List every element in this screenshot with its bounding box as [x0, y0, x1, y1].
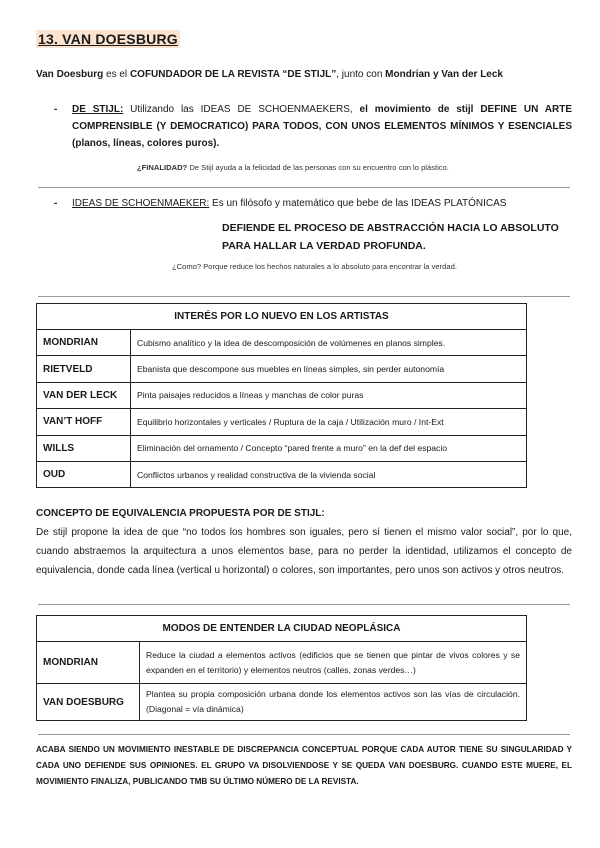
- artist-name: RIETVELD: [37, 356, 131, 382]
- bullet-de-stijl: [54, 101, 572, 152]
- artist-desc: Cubismo analítico y la idea de descomposición de volúmenes en planos simples.: [131, 330, 527, 356]
- intro-text-2: , junto con: [336, 69, 386, 80]
- intro-paragraph: [36, 69, 503, 80]
- artist-desc: Ebanista que descompone sus muebles en líneas simples, sin perder autonomía: [131, 356, 527, 382]
- artists-table: [36, 303, 527, 488]
- artist-desc: Eliminación del ornamento / Concepto “pared frente a muro” en la def del espacio: [131, 435, 527, 461]
- bullet-schoenmaeker: [54, 195, 572, 212]
- table-row: [37, 461, 527, 487]
- section-body: De stijl propone la idea de que “no todos los hombres son iguales, pero sí tienen el mismo valor social”, por lo que, cuando abstraemos la arquitectura a unos elementos base, para no perder la identidad, utilizamos el concepto de equivalencia, donde cada línea (vertical u horizontal) o colores, son importantes, pero unos son activos y otros neutros.: [36, 527, 572, 576]
- artist-name: MONDRIAN: [37, 642, 140, 684]
- bullet-dash: -: [54, 198, 58, 209]
- intro-partners: Mondrian y Van der Leck: [385, 69, 503, 80]
- intro-role: COFUNDADOR DE LA REVISTA “DE STIJL”: [129, 69, 337, 80]
- page-title: 13. VAN DOESBURG: [38, 31, 178, 47]
- note-label: ¿FINALIDAD?: [137, 163, 188, 172]
- artist-name: VAN DOESBURG: [37, 684, 140, 721]
- artist-desc: Pinta paisajes reducidos a líneas y manchas de color puras: [131, 382, 527, 408]
- intro-subject: Van Doesburg: [36, 69, 104, 80]
- table-row: [37, 435, 527, 461]
- table-row: [37, 382, 527, 408]
- emphasis-block: [222, 219, 582, 255]
- city-table: [36, 615, 527, 721]
- artist-name: VAN DER LECK: [37, 382, 131, 408]
- como-note: ¿Como? Porque reduce los hechos naturales a lo absoluto para encontrar la verdad.: [172, 262, 457, 271]
- note-text: De Stijl ayuda a la felicidad de las personas con su encuentro con lo plástico.: [187, 163, 449, 172]
- intro-text-1: es el: [103, 69, 130, 80]
- closing-paragraph: ACABA SIENDO UN MOVIMIENTO INESTABLE DE DISCREPANCIA CONCEPTUAL PORQUE CADA AUTOR TIENE SU SINGULARIDAD Y CADA UNO DEFIENDE SUS OPINIONES. EL GRUPO VA DISOLVIENDOSE Y SE QUEDA VAN DOESBURG. CUANDO ESTE MUERE, EL MOVIMIENTO FINALIZA, PUBLICANDO TMB SU ÚLTIMO NÚMERO DE LA REVISTA.: [36, 745, 572, 786]
- bullet-text: Utilizando las IDEAS DE SCHOENMAEKERS,: [123, 104, 360, 115]
- bullet-bold-text: el movimiento de stijl DEFINE UN ARTE COMPRENSIBLE (Y DEMOCRATICO) PARA TODOS, CON UNOS ELEMENTOS MÍNIMOS Y ESENCIALES (planos, líneas, colores puros).: [72, 104, 572, 149]
- divider: [38, 187, 570, 188]
- emphasis-line-2: PARA HALLAR LA VERDAD PROFUNDA.: [222, 240, 426, 252]
- bullet-label: IDEAS DE SCHOENMAEKER:: [72, 198, 210, 209]
- divider: [38, 604, 570, 605]
- divider: [38, 734, 570, 735]
- emphasis-line-1: DEFIENDE EL PROCESO DE ABSTRACCIÓN HACIA LO ABSOLUTO: [222, 222, 559, 234]
- divider: [38, 296, 570, 297]
- table-row: [37, 684, 527, 721]
- table-header: INTERÉS POR LO NUEVO EN LOS ARTISTAS: [37, 304, 527, 330]
- artist-desc: Reduce la ciudad a elementos activos (edificios que se tienen que pintar de vivos colores y se expanden en el territorio) y elementos neutros (calles, zonas verdes…): [140, 642, 527, 684]
- bullet-dash: -: [54, 104, 58, 115]
- table-row: [37, 409, 527, 435]
- table-row: [37, 356, 527, 382]
- artist-name: MONDRIAN: [37, 330, 131, 356]
- artist-name: VAN’T HOFF: [37, 409, 131, 435]
- artist-name: WILLS: [37, 435, 131, 461]
- table-row: [37, 642, 527, 684]
- artist-name: OUD: [37, 461, 131, 487]
- table-row: [37, 330, 527, 356]
- artist-desc: Plantea su propia composición urbana donde los elementos activos son las vías de circulación. (Diagonal = vía dinámica): [140, 684, 527, 721]
- section-title: CONCEPTO DE EQUIVALENCIA PROPUESTA POR DE STIJL:: [36, 508, 325, 519]
- bullet-text: Es un filósofo y matemático que bebe de las IDEAS PLATÓNICAS: [209, 198, 507, 209]
- bullet-label: DE STIJL:: [72, 104, 124, 115]
- table-header: MODOS DE ENTENDER LA CIUDAD NEOPLÁSICA: [37, 616, 527, 642]
- finalidad-note: [137, 163, 449, 172]
- artist-desc: Conflictos urbanos y realidad constructiva de la vivienda social: [131, 461, 527, 487]
- artist-desc: Equilibrio horizontales y verticales / Ruptura de la caja / Utilización muro / Int-Ext: [131, 409, 527, 435]
